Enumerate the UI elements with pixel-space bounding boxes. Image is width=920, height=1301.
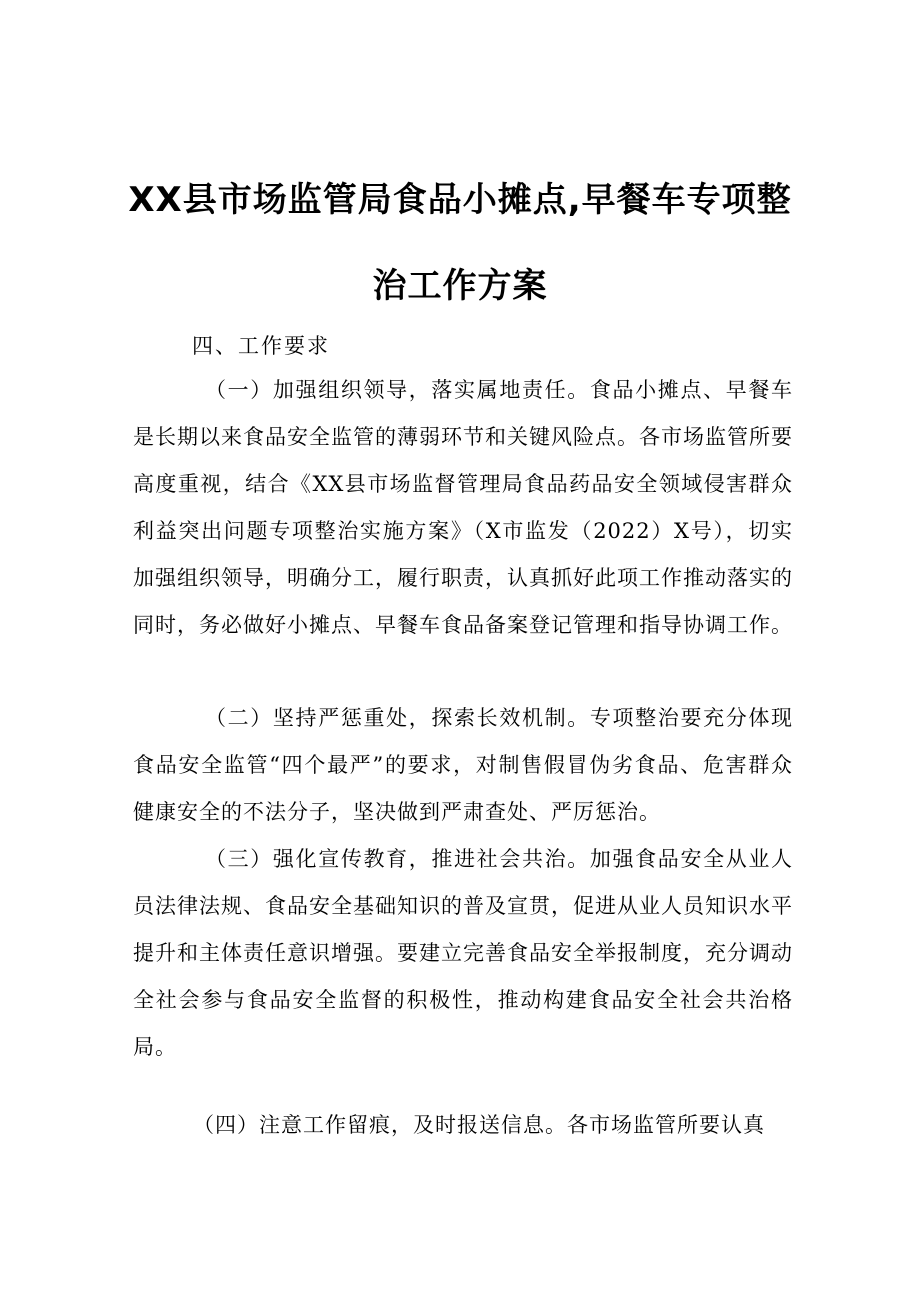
document-title-line-1: XX县市场监管局食品小摊点,早餐车专项整 — [128, 180, 792, 220]
section-heading: 四、工作要求 — [192, 334, 330, 358]
paragraph-2: （二）坚持严惩重处，探索长效机制。专项整治要充分体现食品安全监管“四个最严”的要求，对制售假冒伪劣食品、危害群众健康安全的不法分子，坚决做到严肃查处、严厉惩治。 — [133, 706, 793, 824]
document-title-line-2: 治工作方案 — [372, 266, 548, 306]
paragraph-4: （四）注意工作留痕，及时报送信息。各市场监管所要认真 — [193, 1113, 765, 1137]
paragraph-3: （三）强化宣传教育，推进社会共治。加强食品安全从业人员法律法规、食品安全基础知识的普及宣贯，促进从业人员知识水平提升和主体责任意识增强。要建立完善食品安全举报制度，充分调动全社会参与食品安全监督的积极性，推动构建食品安全社会共治格局。 — [133, 847, 793, 1059]
paragraph-1: （一）加强组织领导，落实属地责任。食品小摊点、早餐车是长期以来食品安全监管的薄弱环节和关键风险点。各市场监管所要高度重视，结合《XX县市场监督管理局食品药品安全领域侵害群众利益突出问题专项整治实施方案》（X市监发（2022）X号），切实加强组织领导，明确分工，履行职责，认真抓好此项工作推动落实的同时，务必做好小摊点、早餐车食品备案登记管理和指导协调工作。 — [133, 378, 793, 637]
